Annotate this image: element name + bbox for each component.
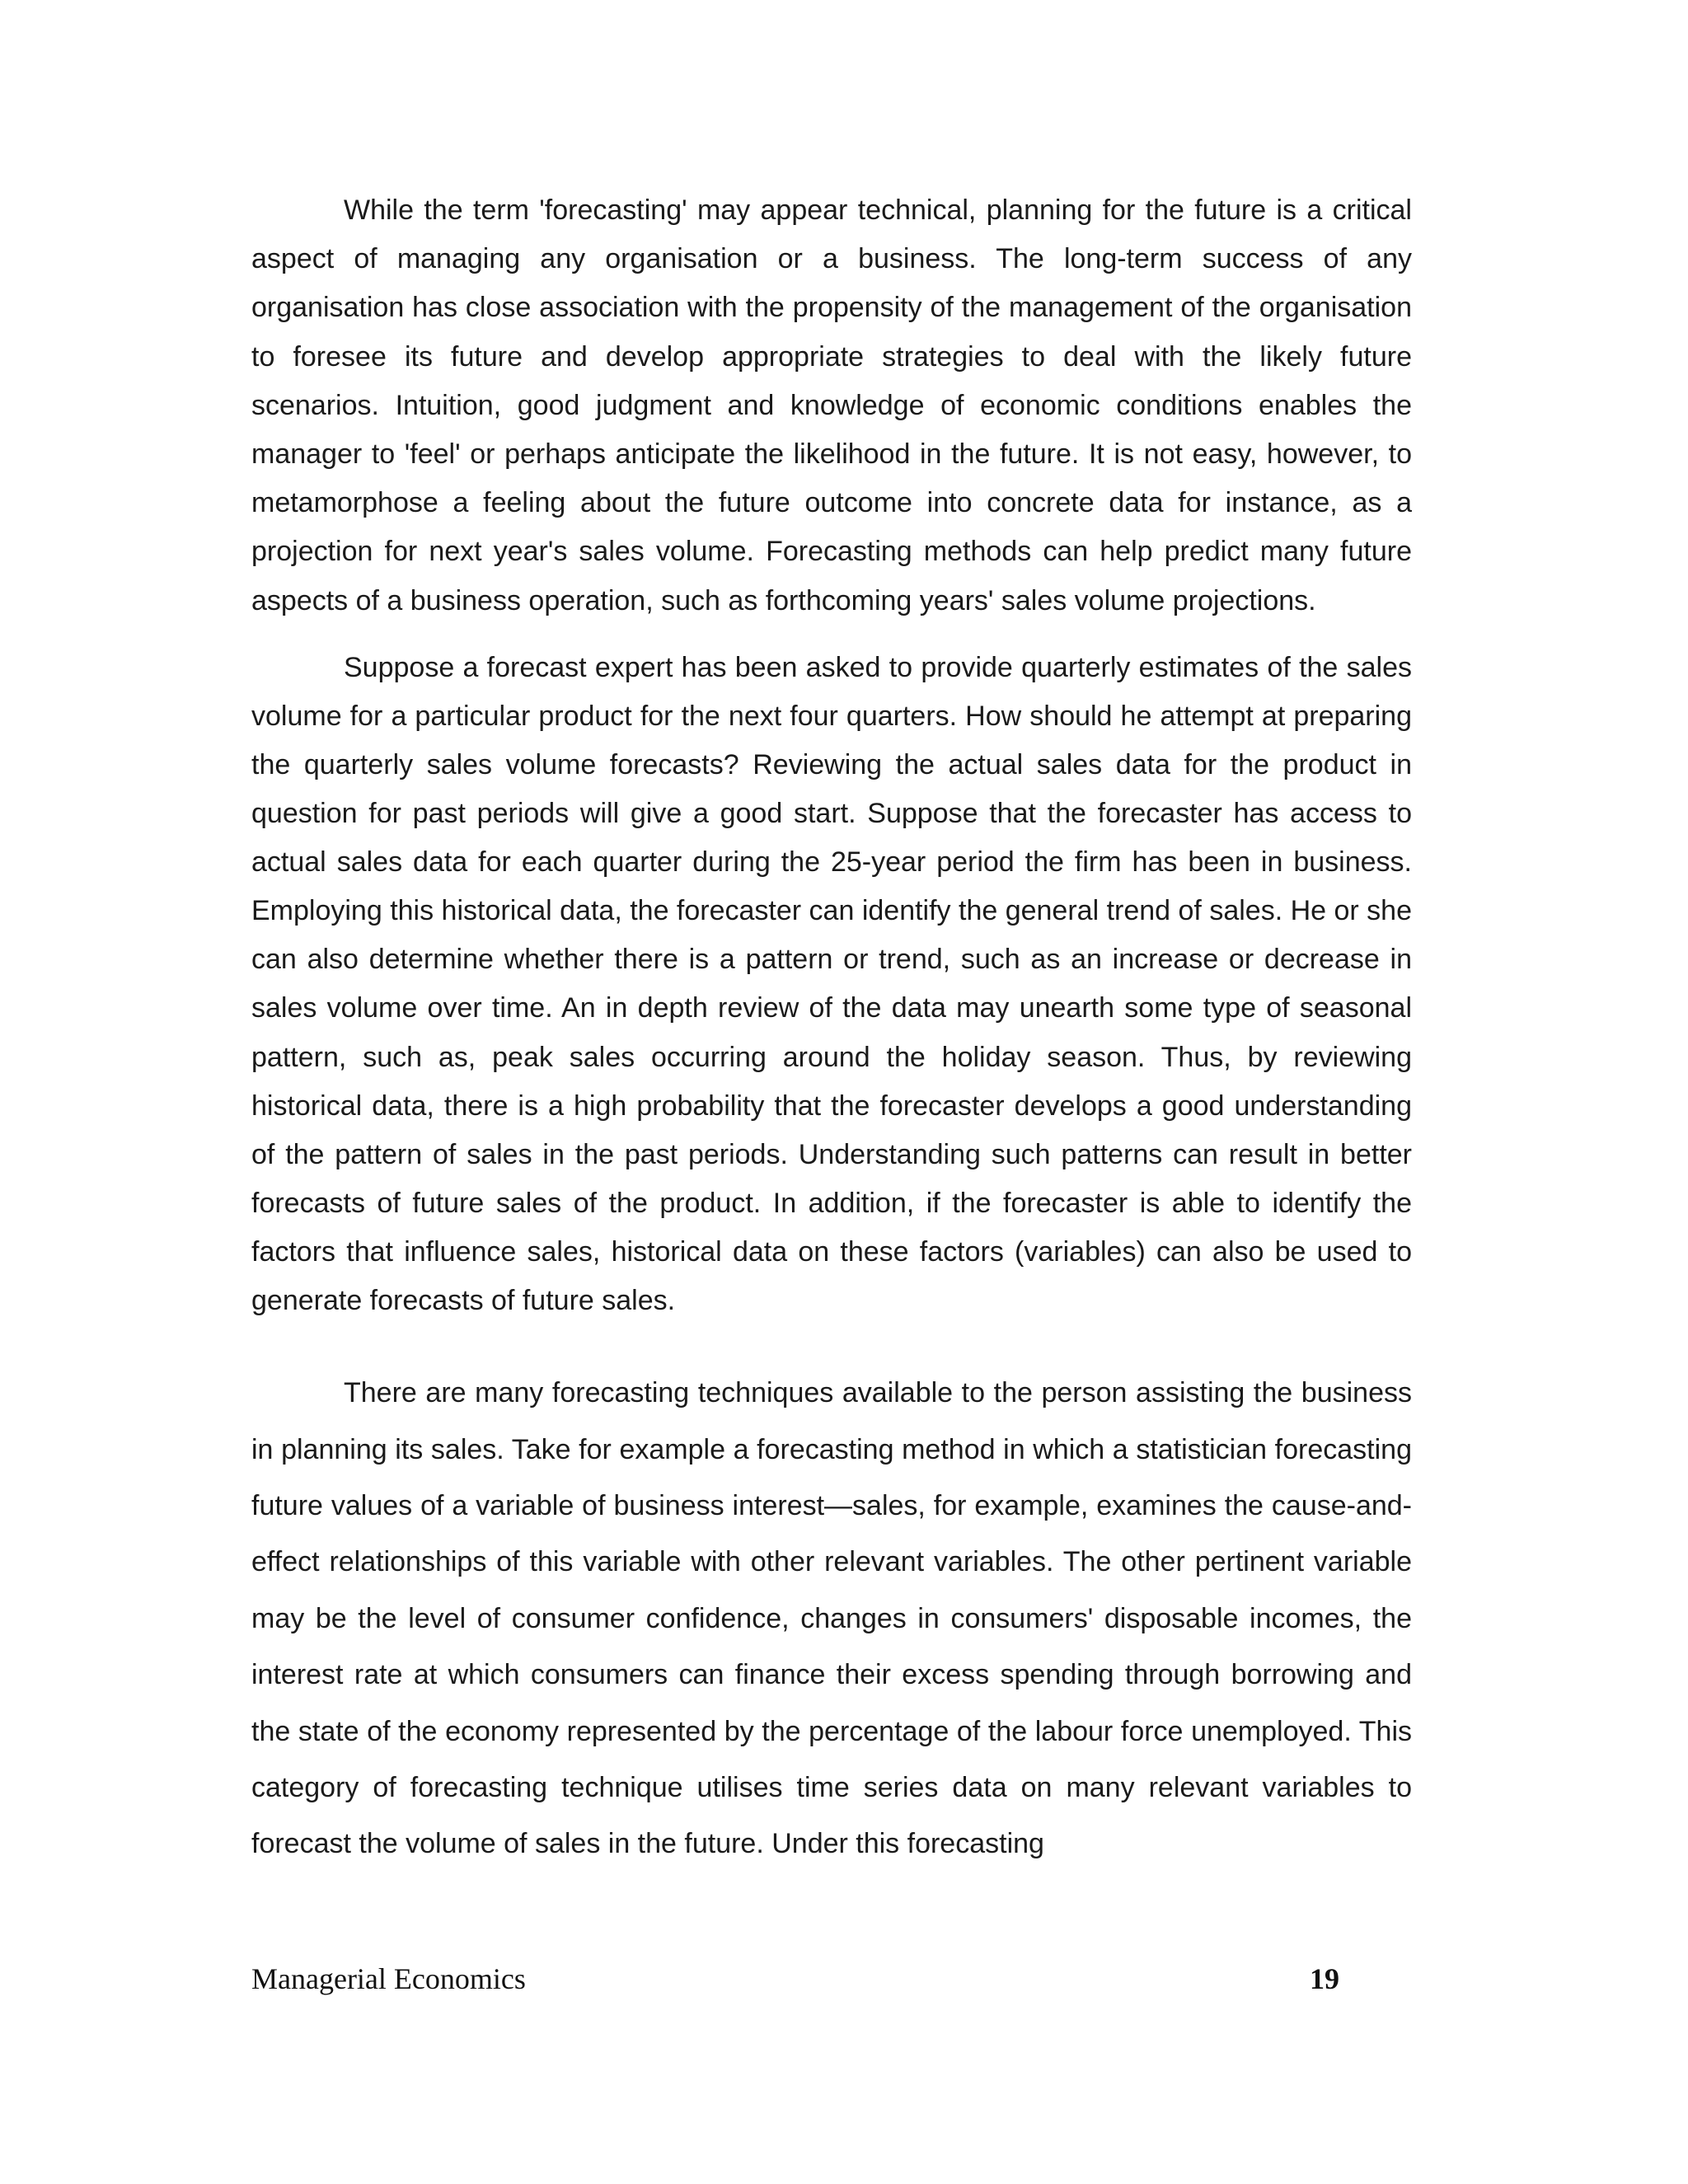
paragraph-forecast-expert: Suppose a forecast expert has been asked to provide quarterly estimates of the sales volume for a particular product for the next four quarters. How should he attempt at preparing the quarterly sales volume forecasts? Reviewing the actual sales data for the product in question for past periods will give a good start. Suppose that the forecaster has access to actual sales data for each quarter during the 25-year period the firm has been in business. Employing this historical data, the forecaster can identify the general trend of sales. He or she can also determine whether there is a pattern or trend, such as an increase or decrease in sales volume over time. An in depth review of the data may unearth some type of seasonal pattern, such as, peak sales occurring around the holiday season. Thus, by reviewing historical data, there is a high probability that the forecaster develops a good understanding of the pattern of sales in the past periods. Understanding such patterns can result in better forecasts of future sales of the product. In addition, if the forecaster is able to identify the factors that influence sales, historical data on these factors (variables) can also be used to generate forecasts of future sales. [251,651,1412,1317]
page-body [251,186,1412,1872]
page-footer [251,1961,1339,2003]
footer-book-title: Managerial Economics [251,1962,526,1995]
footer-page-number: 19 [1310,1962,1339,1995]
paragraph-forecasting-intro: While the term 'forecasting' may appear technical, planning for the future is a critical aspect of managing any organisation or a business. The long-term success of any organisation has close association with the propensity of the management of the organisation to foresee its future and develop appropriate strategies to deal with the likely future scenarios. Intuition, good judgment and knowledge of economic conditions enables the manager to 'feel' or perhaps anticipate the likelihood in the future. It is not easy, however, to metamorphose a feeling about the future outcome into concrete data for instance, as a projection for next year's sales volume. Forecasting methods can help predict many future aspects of a business operation, such as forthcoming years' sales volume projections. [251,194,1412,616]
paragraph-forecasting-techniques: There are many forecasting techniques available to the person assisting the business in planning its sales. Take for example a forecasting method in which a statistician forecasting future values of a variable of business interest—sales, for example, examines the cause-and-effect relationships of this variable with other relevant variables. The other pertinent variable may be the level of consumer confidence, changes in consumers' disposable incomes, the interest rate at which consumers can finance their excess spending through borrowing and the state of the economy represented by the percentage of the labour force unemployed. This category of forecasting technique utilises time series data on many relevant variables to forecast the volume of sales in the future. Under this forecasting [251,1377,1412,1860]
